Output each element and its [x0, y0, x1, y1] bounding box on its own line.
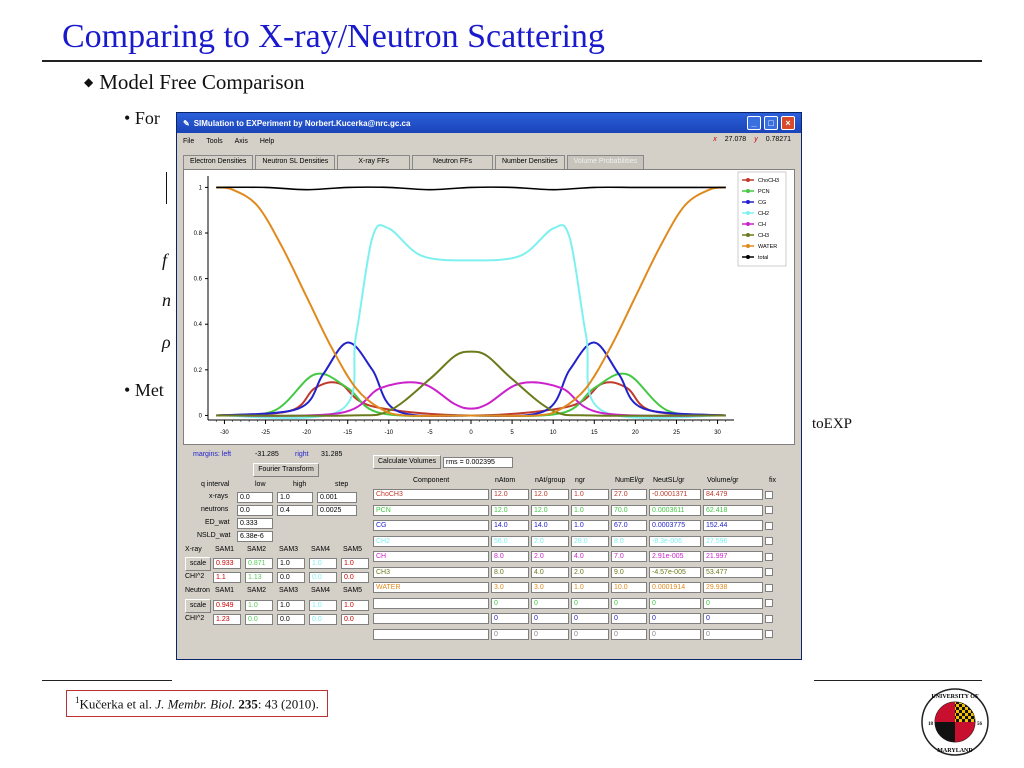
- margins-right-value: 31.285: [321, 451, 343, 458]
- component-name-field[interactable]: CG: [373, 520, 489, 531]
- sub-bullet-text: For: [134, 108, 160, 128]
- table-cell[interactable]: 0: [611, 613, 647, 624]
- component-name-field[interactable]: WATER: [373, 582, 489, 593]
- sub-bullet-met: • Met: [124, 380, 164, 400]
- legend-marker: [746, 233, 750, 237]
- table-cell[interactable]: 4.0: [531, 567, 569, 578]
- table-cell[interactable]: 53.477: [703, 567, 763, 578]
- series-line-total: [216, 187, 726, 190]
- margins-right-label: right: [295, 451, 309, 458]
- tab-strip: [183, 155, 646, 169]
- table-cell[interactable]: 3.0: [491, 582, 529, 593]
- x-tick-label: 10: [549, 430, 557, 436]
- fix-checkbox[interactable]: [765, 522, 773, 530]
- menu-tools[interactable]: Tools: [206, 137, 223, 145]
- xray-sam-header-3: SAM3: [279, 546, 299, 553]
- table-header-5: NeutSL/gr: [653, 477, 685, 484]
- component-name-field[interactable]: CH3: [373, 567, 489, 578]
- citation-rest: : 43 (2010).: [257, 696, 319, 712]
- xray-sam-header-2: SAM2: [247, 546, 267, 553]
- fix-checkbox[interactable]: [765, 491, 773, 499]
- neutrons-step-input[interactable]: 0.0025: [317, 505, 357, 516]
- series-line-water: [216, 187, 726, 416]
- citation-volume: 235: [238, 696, 258, 712]
- neutron-chi-label: CHI^2: [185, 615, 205, 622]
- table-cell[interactable]: 0: [703, 598, 763, 609]
- table-cell[interactable]: 14.0: [491, 520, 529, 531]
- table-header-6: Volume/gr: [707, 477, 739, 484]
- legend-entry: total: [758, 255, 769, 261]
- fourier-transform-button[interactable]: Fourier Transform: [253, 463, 319, 477]
- citation-authors: Kučerka et al.: [79, 696, 153, 712]
- seal-left-year: 18: [928, 722, 933, 727]
- bullet-text: Model Free Comparison: [99, 70, 305, 94]
- y-tick-label: 0.4: [193, 322, 202, 329]
- fix-checkbox[interactable]: [765, 615, 773, 623]
- table-header-3: ngr: [575, 477, 586, 484]
- neutrons-low-input[interactable]: 0.0: [237, 505, 273, 516]
- neutron-scale-field-2[interactable]: 1.0: [245, 600, 273, 611]
- seal-bottom-text: MARYLAND: [937, 748, 973, 754]
- table-cell[interactable]: 2.0: [571, 567, 609, 578]
- legend-marker: [746, 178, 750, 182]
- x-tick-label: 0: [469, 430, 473, 436]
- series-line-ch2: [216, 225, 726, 418]
- fix-checkbox[interactable]: [765, 553, 773, 561]
- xray-sam-header-5: SAM5: [343, 546, 363, 553]
- y-tick-label: 0.2: [193, 367, 202, 374]
- table-cell[interactable]: -4.57e-005: [649, 567, 701, 578]
- table-cell[interactable]: 84.479: [703, 489, 763, 500]
- table-cell[interactable]: 14.0: [531, 520, 569, 531]
- neutron-scale-button[interactable]: scale: [185, 599, 211, 613]
- xray-sam-header-1: SAM1: [215, 546, 235, 553]
- equation-bar: [166, 172, 167, 204]
- x-tick-label: 20: [632, 430, 639, 436]
- maximize-button[interactable]: □: [764, 116, 778, 130]
- tab-electron-densities[interactable]: Electron Densities: [183, 155, 253, 169]
- table-cell[interactable]: 29.938: [703, 582, 763, 593]
- citation-box: [66, 690, 328, 717]
- legend-entry: CH: [758, 222, 766, 228]
- fix-checkbox[interactable]: [765, 584, 773, 592]
- xray-scale-field-4[interactable]: 1.0: [309, 558, 337, 569]
- table-cell[interactable]: 0: [571, 613, 609, 624]
- table-cell[interactable]: 12.0: [491, 489, 529, 500]
- x-tick-label: 25: [673, 430, 680, 436]
- neutron-scale-field-5[interactable]: 1.0: [341, 600, 369, 611]
- series-line-ch3: [216, 352, 726, 416]
- x-label: x: [713, 136, 717, 143]
- x-tick-label: -25: [261, 430, 270, 436]
- table-cell[interactable]: 0: [649, 613, 701, 624]
- table-cell[interactable]: 8.0: [491, 567, 529, 578]
- table-cell[interactable]: 27.0: [611, 489, 647, 500]
- tab-neutron-sl-densities[interactable]: Neutron SL Densities: [255, 155, 335, 169]
- component-name-field[interactable]: [373, 629, 489, 640]
- y-tick-label: 0: [198, 413, 202, 420]
- fix-checkbox[interactable]: [765, 599, 773, 607]
- table-cell[interactable]: 2.0: [531, 551, 569, 562]
- table-cell[interactable]: 0: [611, 629, 647, 640]
- table-cell[interactable]: -8.3e-006: [649, 536, 701, 547]
- x-tick-label: -15: [343, 430, 353, 436]
- component-name-field[interactable]: CH: [373, 551, 489, 562]
- xray-scale-field-3[interactable]: 1.0: [277, 558, 305, 569]
- table-cell[interactable]: 7.0: [611, 551, 647, 562]
- window-title: SIMulation to EXPeriment by Norbert.Kucerka@nrc.gc.ca: [193, 118, 411, 128]
- neutron-chi-field-4[interactable]: 0.0: [309, 614, 337, 625]
- neutron-sam-header-1: SAM1: [215, 587, 235, 594]
- simtoexp-window: [176, 112, 802, 660]
- x-tick-label: -30: [220, 430, 229, 436]
- calculate-volumes-button[interactable]: Calculate Volumes: [373, 455, 441, 469]
- neutron-scale-field-4[interactable]: 1.0: [309, 600, 337, 611]
- component-name-field[interactable]: ChoCH3: [373, 489, 489, 500]
- fix-checkbox[interactable]: [765, 537, 773, 545]
- table-cell[interactable]: 0: [703, 613, 763, 624]
- q-interval-label: q interval: [201, 481, 230, 488]
- table-cell[interactable]: 0.0003775: [649, 520, 701, 531]
- margins-left-label: margins: left: [193, 451, 232, 458]
- table-cell[interactable]: 4.0: [571, 551, 609, 562]
- table-header-2: nAt/group: [535, 477, 566, 484]
- legend-entry: CG: [758, 200, 767, 206]
- table-cell[interactable]: 1.0: [571, 505, 609, 516]
- legend-marker: [746, 200, 750, 204]
- legend-marker: [746, 244, 750, 248]
- table-cell[interactable]: 0: [649, 629, 701, 640]
- table-cell[interactable]: 62.418: [703, 505, 763, 516]
- legend-entry: WATER: [758, 244, 778, 250]
- neutron-sam-header-5: SAM5: [343, 587, 363, 594]
- table-cell[interactable]: 0: [571, 598, 609, 609]
- neutron-sam-header-4: SAM4: [311, 587, 331, 594]
- legend-entry: PCN: [758, 189, 770, 195]
- y-tick-label: 0.8: [193, 231, 202, 238]
- neutrons-label: neutrons: [201, 506, 229, 513]
- table-cell[interactable]: 28.0: [571, 536, 609, 547]
- table-cell[interactable]: 152.44: [703, 520, 763, 531]
- xrays-low-input[interactable]: 0.0: [237, 492, 273, 503]
- table-cell[interactable]: 12.0: [531, 489, 569, 500]
- legend-marker: [746, 222, 750, 226]
- xray-chi-field-1[interactable]: 1.1: [213, 572, 241, 583]
- table-cell[interactable]: 8.0: [491, 551, 529, 562]
- neutron-chi-field-2[interactable]: 0.0: [245, 614, 273, 625]
- neutron-sam-header-2: SAM2: [247, 587, 267, 594]
- xray-scale-field-1[interactable]: 0.933: [213, 558, 241, 569]
- x-tick-label: -20: [302, 430, 311, 436]
- y-value: 0.78271: [765, 136, 791, 143]
- fix-checkbox[interactable]: [765, 630, 773, 638]
- fix-checkbox[interactable]: [765, 568, 773, 576]
- nsld-wat-input[interactable]: 6.38e-6: [237, 531, 273, 542]
- neutron-chi-field-1[interactable]: 1.23: [213, 614, 241, 625]
- menu-help[interactable]: Help: [259, 137, 275, 145]
- tab-number-densities[interactable]: Number Densities: [495, 155, 565, 169]
- y-tick-label: 0.6: [193, 276, 202, 283]
- xray-sam-header-4: SAM4: [311, 546, 331, 553]
- legend-box: [738, 172, 786, 266]
- citation-sup: 1: [75, 695, 80, 705]
- q-high-label: high: [293, 481, 307, 488]
- menu-bar: [177, 133, 801, 149]
- table-cell[interactable]: 0.0001914: [649, 582, 701, 593]
- tab-volume-probabilities[interactable]: Volume Probabilities: [567, 155, 644, 169]
- component-name-field[interactable]: CH2: [373, 536, 489, 547]
- table-cell[interactable]: 27.596: [703, 536, 763, 547]
- table-cell[interactable]: 2.0: [531, 536, 569, 547]
- table-cell[interactable]: 0: [649, 598, 701, 609]
- table-cell[interactable]: 3.0: [531, 582, 569, 593]
- y-tick-label: 1: [198, 185, 202, 192]
- seal-right-year: 56: [977, 722, 982, 727]
- xray-row-label: X-ray: [185, 546, 202, 553]
- equation-rho: ρ: [162, 332, 171, 352]
- legend-entry: CH2: [758, 211, 770, 217]
- control-panel: [183, 449, 795, 655]
- table-cell[interactable]: 0: [491, 613, 529, 624]
- bullet-model-free: [84, 70, 305, 95]
- equation-n: n: [162, 290, 171, 310]
- xray-chi-field-4[interactable]: 0.0: [309, 572, 337, 583]
- xray-scale-field-2[interactable]: 0.871: [245, 558, 273, 569]
- fix-checkbox[interactable]: [765, 506, 773, 514]
- rms-value: 0.002395: [465, 459, 495, 466]
- margins-left-value: -31.285: [255, 451, 279, 458]
- x-tick-label: 5: [510, 430, 514, 436]
- xrays-label: x-rays: [209, 493, 229, 500]
- xrays-step-input[interactable]: 0.001: [317, 492, 357, 503]
- component-name-field[interactable]: [373, 598, 489, 609]
- table-cell[interactable]: 1.0: [571, 582, 609, 593]
- table-cell[interactable]: 0: [491, 598, 529, 609]
- table-cell[interactable]: 8.0: [611, 536, 647, 547]
- xray-scale-field-5[interactable]: 1.0: [341, 558, 369, 569]
- table-cell[interactable]: 0: [531, 598, 569, 609]
- table-cell[interactable]: 0: [703, 629, 763, 640]
- xray-chi-field-3[interactable]: 0.0: [277, 572, 305, 583]
- table-cell[interactable]: 21.997: [703, 551, 763, 562]
- neutron-scale-field-1[interactable]: 0.949: [213, 600, 241, 611]
- nsld-wat-label: NSLD_wat: [197, 532, 231, 539]
- menu-axis[interactable]: Axis: [234, 137, 248, 145]
- volume-probability-chart: [184, 170, 794, 444]
- x-tick-label: 15: [590, 430, 598, 436]
- seal-top-text: UNIVERSITY OF: [931, 694, 979, 700]
- footer-rule-left: [42, 680, 172, 681]
- x-tick-label: 30: [714, 430, 721, 436]
- component-name-field[interactable]: [373, 613, 489, 624]
- cursor-readout: [713, 136, 791, 143]
- neutrons-high-input[interactable]: 0.4: [277, 505, 313, 516]
- x-tick-label: -5: [427, 430, 433, 436]
- table-header-1: nAtom: [495, 477, 516, 484]
- table-cell[interactable]: 0: [531, 629, 569, 640]
- component-name-field[interactable]: PCN: [373, 505, 489, 516]
- table-cell[interactable]: 0: [491, 629, 529, 640]
- table-cell[interactable]: 0: [531, 613, 569, 624]
- table-header-0: Component: [413, 477, 450, 484]
- tab-xray-ffs[interactable]: X-ray FFs: [337, 155, 410, 169]
- table-cell[interactable]: 12.0: [531, 505, 569, 516]
- neutron-row-label: Neutron: [185, 587, 210, 594]
- x-value: 27.078: [724, 136, 747, 143]
- table-cell[interactable]: 1.0: [571, 520, 609, 531]
- app-feather-icon: ✎: [183, 118, 190, 128]
- minimize-button[interactable]: _: [747, 116, 761, 130]
- neutron-chi-field-3[interactable]: 0.0: [277, 614, 305, 625]
- university-of-maryland-seal-icon: [920, 686, 990, 758]
- close-button[interactable]: ×: [781, 116, 795, 130]
- table-cell[interactable]: 67.0: [611, 520, 647, 531]
- legend-marker: [746, 189, 750, 193]
- rms-field: [443, 457, 513, 468]
- xrays-high-input[interactable]: 1.0: [277, 492, 313, 503]
- q-low-label: low: [255, 481, 266, 488]
- neutron-scale-field-3[interactable]: 1.0: [277, 600, 305, 611]
- slide-title: Comparing to X-ray/Neutron Scattering: [62, 18, 605, 55]
- table-cell[interactable]: 1.0: [571, 489, 609, 500]
- table-cell[interactable]: -0.0001371: [649, 489, 701, 500]
- legend-marker: [746, 211, 750, 215]
- menu-file[interactable]: File: [183, 137, 195, 145]
- ed-wat-label: ED_wat: [205, 519, 230, 526]
- legend-entry: ChoCH3: [758, 178, 780, 184]
- x-tick-label: -10: [384, 430, 394, 436]
- title-divider: [42, 60, 982, 62]
- sub-bullet-text: Met: [134, 380, 164, 400]
- xray-chi-label: CHI^2: [185, 573, 205, 580]
- xray-scale-button[interactable]: scale: [185, 557, 211, 571]
- ed-wat-input[interactable]: 0.333: [237, 518, 273, 529]
- neutron-sam-header-3: SAM3: [279, 587, 299, 594]
- citation-journal: J. Membr. Biol.: [155, 696, 236, 712]
- xray-chi-field-2[interactable]: 1.13: [245, 572, 273, 583]
- plot-area[interactable]: [183, 169, 795, 445]
- y-label: y: [754, 136, 758, 143]
- table-cell[interactable]: 9.0: [611, 567, 647, 578]
- rms-label: rms =: [446, 459, 464, 466]
- table-cell[interactable]: 10.0: [611, 582, 647, 593]
- sub-bullet-for: • For: [124, 108, 160, 128]
- diamond-bullet-icon: ◆: [84, 75, 94, 89]
- xray-chi-field-5[interactable]: 0.0: [341, 572, 369, 583]
- legend-marker: [746, 255, 750, 259]
- table-cell[interactable]: 0: [611, 598, 647, 609]
- table-cell[interactable]: 56.0: [491, 536, 529, 547]
- neutron-chi-field-5[interactable]: 0.0: [341, 614, 369, 625]
- table-cell[interactable]: 0.0003611: [649, 505, 701, 516]
- table-header-7: fix: [769, 477, 776, 484]
- table-cell[interactable]: 12.0: [491, 505, 529, 516]
- table-cell[interactable]: 0: [571, 629, 609, 640]
- equation-f: f: [162, 250, 168, 270]
- table-cell[interactable]: 70.0: [611, 505, 647, 516]
- toexp-text: toEXP: [812, 416, 853, 432]
- table-cell[interactable]: 2.91e-005: [649, 551, 701, 562]
- window-titlebar[interactable]: [177, 113, 801, 133]
- series-line-cg: [216, 342, 726, 416]
- q-step-label: step: [335, 481, 349, 488]
- table-header-4: NumEl/gr: [615, 477, 645, 484]
- legend-entry: CH3: [758, 233, 770, 239]
- footer-rule-right: [814, 680, 982, 681]
- tab-neutron-ffs[interactable]: Neutron FFs: [412, 155, 493, 169]
